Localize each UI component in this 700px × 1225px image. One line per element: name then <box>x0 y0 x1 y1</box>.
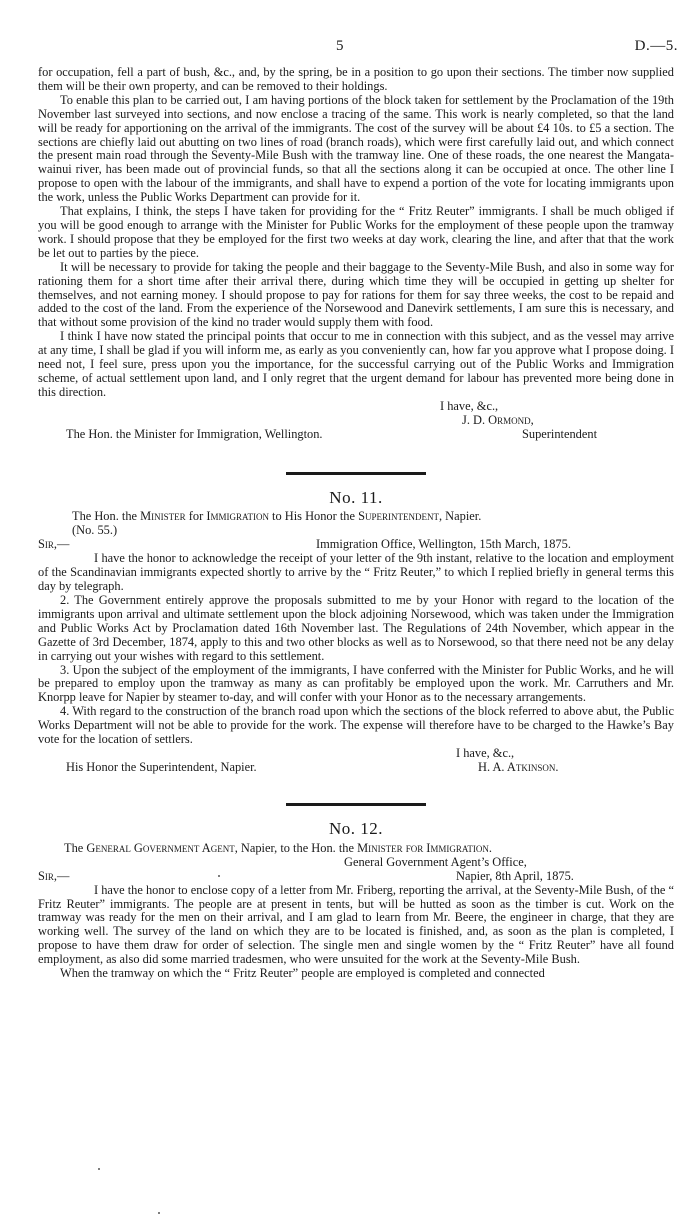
salutation: Sir,— <box>38 537 70 552</box>
paragraph: I think I have now stated the principal points that occur to me in connection with this subject, and as the vessel may arrive at any time, I shall be glad if you will inform me, as early as you conveniently can, how far you approve what I propose doing. I need not, I feel sure, press upon you the importance, for the successful carrying out of the Public Works and Immigration scheme, of actual settlement upon land, and I only regret that the urgent demand for labour has prevented more being done in this direction. <box>38 329 674 399</box>
letter-12 <box>38 818 674 981</box>
paragraph: I have the honor to acknowledge the receipt of your letter of the 9th instant, relative to the location and employment of the Scandinavian immigrants expected shortly to arrive by the “ Fritz Reuter,” to which I replied briefly in general terms this day by telegraph. <box>38 551 674 594</box>
paragraph: 2. The Government entirely approve the proposals submitted to me by your Honor with regard to the location of the immigrants upon arrival and ultimate settlement upon the block adjoining Norsewood, which was taken under the Immigration and Public Works Act by Proclamation dated 16th November last. The Regulations of 24th November, which appear in the Gazette of 3rd December, 1874, apply to this and two other blocks as well as to Norsewood, so that there need not be any delay in carrying out your wishes with regard to this settlement. <box>38 593 674 663</box>
heading-recipient: Minister for Immigration <box>357 840 489 855</box>
heading-sender: Minister <box>140 509 186 524</box>
letter-heading: The General Government Agent, Napier, to the Hon. the Minister for Immigration. <box>64 840 493 855</box>
dateline: Immigration Office, Wellington, 15th March, 1875. <box>316 537 571 552</box>
closing: I have, &c., <box>456 745 515 760</box>
office-line: General Government Agent’s Office, <box>344 854 527 869</box>
paragraph: To enable this plan to be carried out, I am having portions of the block taken for settlement by the Proclamation of the 19th November last surveyed into sections, and now enclose a tracing of the same. This work is nearly completed, so that the land will be ready for apportioning on the arrival of the immigrants. The cost of the survey will be about £4 10s. to £5 a section. The sections are chiefly laid out abutting on two lines of road (branch roads), which were first carefully laid out, and which connect the present main road through the Seventy-Mile Bush with the tramway line. One of these roads, the one nearest the Mangata-wainui river, has been made out of provincial funds, so that all the sections along it can be occupied at once. The other line I propose to open with the labour of the immigrants, and shall have to expend a portion of the vote for locating immigrants upon the work, unless the Public Works Department can provide for it. <box>38 92 674 205</box>
letter-10-continuation <box>38 66 674 442</box>
paragraph: 4. With regard to the construction of the branch road upon which the sections of the block referred to above abut, the Public Works Department will not be able to provide for the work. The expense will therefore have to be charged to the Hawke’s Bay vote for the location of settlers. <box>38 704 674 747</box>
addressee: His Honor the Superintendent, Napier. <box>66 759 257 774</box>
paragraph: It will be necessary to provide for taking the people and their baggage to the Seventy-Mile Bush, and also in some way for rationing them for a short time after their arrival there, during which time they will be occupied in getting up shelter for themselves, and not earning money. I should propose to pay for rations for them for say three weeks, the cost to be repaid and added to the cost of the land. From the experience of the Norsewood and Danevirk settlements, I am sure this is necessary, and that without some provision of the kind no trader would supply them with food. <box>38 259 674 330</box>
paragraph: I have the honor to enclose copy of a letter from Mr. Friberg, reporting the arrival, at the Seventy-Mile Bush, of the “ Fritz Reuter” immigrants. The people are at present in tents, but will be hutted as soon as the timber is cut. Work on the tramway was ready for the men on their arrival, and I am glad to learn from Mr. Beere, the engineer in charge, that they are working well. The survey of the land on which they are to be located is finished, and, as soon as the plan is completed, I propose to have them draw for order of selection. The single men and single women by the “ Fritz Reuter” have all found employment, as also did some married tradesmen, who were unsuited for the work at the Seventy-Mile Bush. <box>38 882 674 967</box>
paper-speck <box>158 1212 160 1214</box>
salutation: Sir,— <box>38 868 70 883</box>
heading-sender-office: Immigration <box>206 509 269 524</box>
page-number: 5 <box>336 38 344 54</box>
running-header <box>0 40 700 60</box>
salutation-line <box>38 870 674 884</box>
paragraph: When the tramway on which the “ Fritz Reuter” people are employed is completed and connected <box>60 966 545 981</box>
letter-heading: The Hon. the Minister for Immigration to His Honor the Superintendent, Napier. <box>72 509 482 524</box>
dateline: Napier, 8th April, 1875. <box>456 868 574 883</box>
paragraph: for occupation, fell a part of bush, &c., and, by the spring, be in a position to go upon their sections. The timber now supplied them will be their own property, and can be removed to their holdings. <box>38 65 674 93</box>
section-number: No. 12. <box>328 818 384 838</box>
address-line <box>38 428 674 442</box>
signature: J. D. Ormond, <box>462 412 534 427</box>
paragraph: 3. Upon the subject of the employment of the immigrants, I have conferred with the Minister for Public Works, and he will be prepared to employ upon the tramway as many as can profitably be employed upon the work. Mr. Carruthers and Mr. Knorpp leave for Napier by steamer to-day, and will confer with your Honor as to the necessary arrangements. <box>38 662 674 705</box>
section-number: No. 11. <box>329 487 383 507</box>
closing: I have, &c., <box>440 398 499 413</box>
signer-title: Superintendent <box>522 426 598 441</box>
document-body <box>38 66 674 981</box>
heading-recipient: Superintendent <box>358 509 439 524</box>
letter-11 <box>38 487 674 775</box>
paragraph: That explains, I think, the steps I have taken for providing for the “ Fritz Reuter” immigrants. I shall be much obliged if you will be good enough to arrange with the Minister for Public Works for the employment of these people upon the tramway work. I should propose that they be employed for the first two weeks at day work, clearing the line, and after that that the work be let out to parties by the piece. <box>38 204 674 260</box>
paper-speck <box>98 1168 100 1170</box>
paper-speck <box>218 875 220 877</box>
salutation-line <box>38 538 674 552</box>
letter-reference: (No. 55.) <box>72 523 118 538</box>
heading-sender: General Government Agent <box>86 840 235 855</box>
addressee: The Hon. the Minister for Immigration, Wellington. <box>66 426 323 441</box>
address-line <box>38 761 674 775</box>
document-reference: D.—5. <box>634 38 678 54</box>
signature: H. A. Atkinson. <box>478 759 559 774</box>
